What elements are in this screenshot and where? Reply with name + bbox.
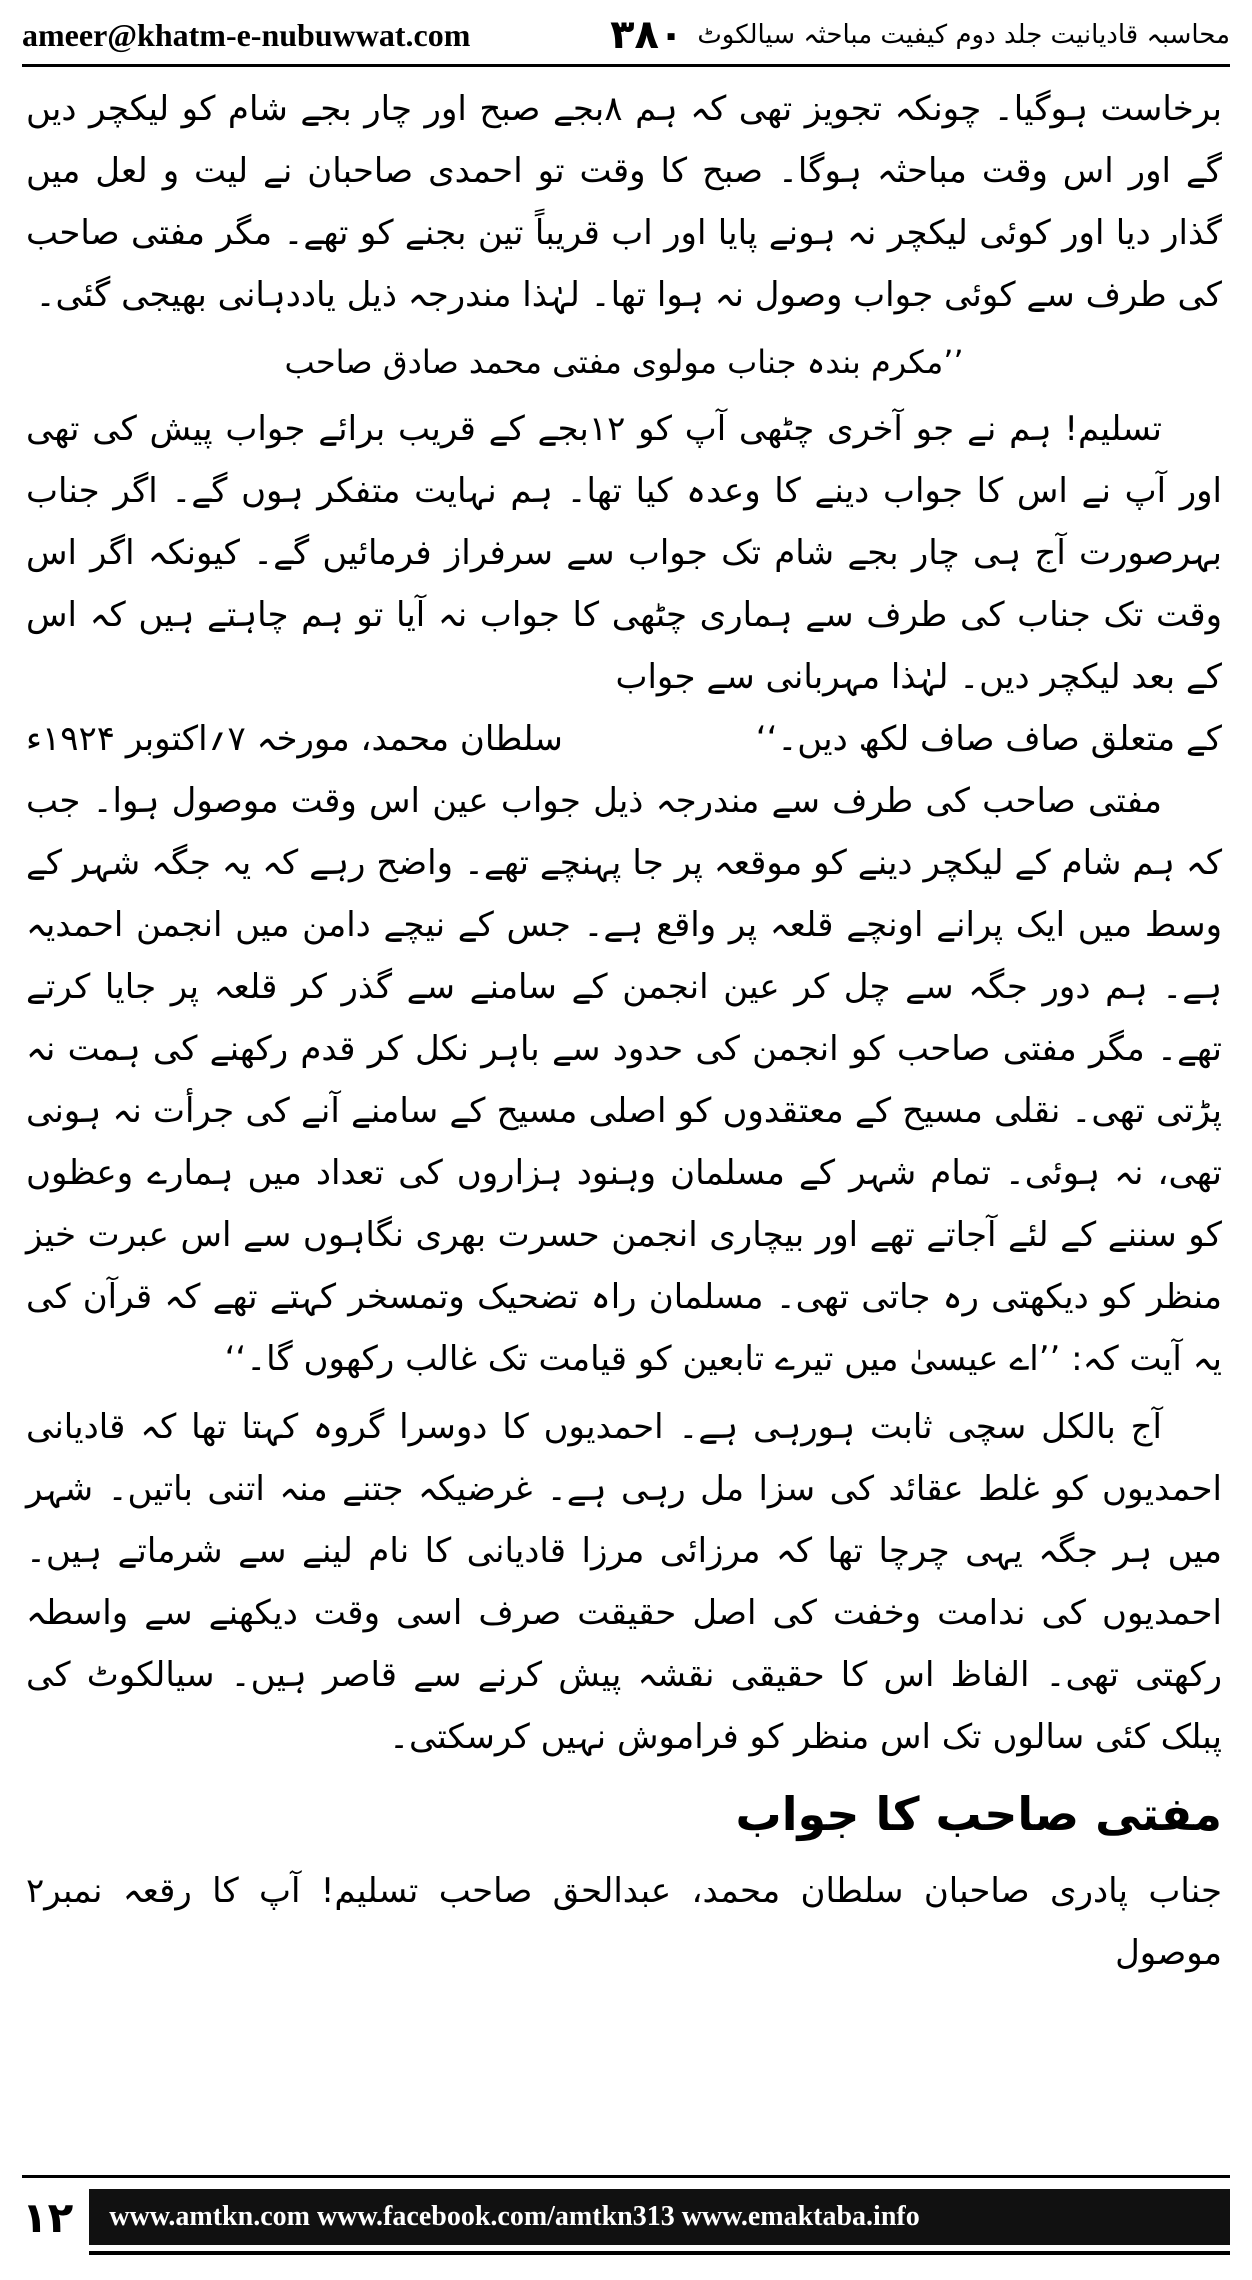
footer-links-bar xyxy=(89,2189,1230,2245)
header-right xyxy=(610,12,1230,58)
paragraph-5: جناب پادری صاحبان سلطان محمد، عبدالحق صاحب تسلیم! آپ کا رقعہ نمبر۲ موصول xyxy=(26,1871,1222,1973)
page-header xyxy=(22,10,1230,60)
paragraph-2: تسلیم! ہم نے جو آخری چٹھی آپ کو ۱۲بجے کے قریب برائے جواب پیش کی تھی اور آپ نے اس کا جواب دینے کا وعدہ کیا تھا۔ ہم نہایت متفکر ہوں گے۔ اگر جناب بہرصورت آج ہی چار بجے شام تک جواب سے سرفراز فرمائیں گے۔ کیونکہ اگر اس وقت تک جناب کی طرف سے ہماری چٹھی کا جواب نہ آیا تو ہم چاہتے ہیں کہ اس کے بعد لیکچر دیں۔ لہٰذا مہربانی سے جواب xyxy=(26,409,1222,697)
paragraph-4: آج بالکل سچی ثابت ہورہی ہے۔ احمدیوں کا دوسرا گروہ کہتا تھا کہ قادیانی احمدیوں کو غلط عقائد کی سزا مل رہی ہے۔ غرضیکہ جتنے منہ اتنی باتیں۔ شہر میں ہر جگہ یہی چرچا تھا کہ مرزائی مرزا قادیانی کا نام لینے سے شرماتے ہیں۔ احمدیوں کی ندامت وخفت کی اصل حقیقت صرف اسی وقت دیکھنے سے واسطہ رکھتی تھی۔ الفاظ اس کا حقیقی نقشہ پیش کرنے سے قاصر ہیں۔ سیالکوٹ کی پبلک کئی سالوں تک اس منظر کو فراموش نہیں کرسکتی۔ xyxy=(26,1407,1222,1757)
letter-signature: سلطان محمد، مورخہ ۷؍اکتوبر ۱۹۲۴ء xyxy=(26,719,563,759)
footer-underline xyxy=(89,2251,1230,2255)
page-footer xyxy=(22,2182,1230,2252)
footer-page-number: ۱۲ xyxy=(22,2192,74,2242)
footer-rule xyxy=(22,2175,1230,2178)
header-email: ameer@khatm-e-nubuwwat.com xyxy=(22,16,471,53)
letter-heading: ’’مکرم بندہ جناب مولوی مفتی محمد صادق صاحب xyxy=(284,343,964,381)
letter-closing-text: کے متعلق صاف صاف لکھ دیں۔‘‘ xyxy=(755,719,1222,759)
page-body xyxy=(26,78,1222,2140)
header-title: محاسبہ قادیانیت جلد دوم کیفیت مباحثہ سیالکوٹ xyxy=(697,20,1230,50)
section-heading: مفتی صاحب کا جواب xyxy=(735,1787,1222,1841)
paragraph-3: مفتی صاحب کی طرف سے مندرجہ ذیل جواب عین اس وقت موصول ہوا۔ جب کہ ہم شام کے لیکچر دینے کو موقعہ پر جا پہنچے تھے۔ واضح رہے کہ یہ جگہ شہر کے وسط میں ایک پرانے اونچے قلعہ پر واقع ہے۔ جس کے نیچے دامن میں انجمن احمدیہ ہے۔ ہم دور جگہ سے چل کر عین انجمن کے سامنے سے گذر کر قلعہ پر جایا کرتے تھے۔ مگر مفتی صاحب کو انجمن کی حدود سے باہر نکل کر قدم رکھنے کی ہمت نہ پڑتی تھی۔ نقلی مسیح کے معتقدوں کو اصلی مسیح کے سامنے آنے کی جرأت نہ ہونی تھی، نہ ہوئی۔ تمام شہر کے مسلمان وہنود ہزاروں کی تعداد میں ہمارے وعظوں کو سننے کے لئے آجاتے تھے اور بیچاری انجمن حسرت بھری نگاہوں سے اس عبرت خیز منظر کو دیکھتی رہ جاتی تھی۔ مسلمان راہ تضحیک وتمسخر کہتے تھے کہ قرآن کی یہ آیت کہ: ’’اے عیسیٰ میں تیرے تابعین کو قیامت تک غالب رکھوں گا۔‘‘ xyxy=(26,781,1222,1379)
letter-closing-line xyxy=(26,708,1222,770)
footer-links[interactable]: www.amtkn.com www.facebook.com/amtkn313 www.emaktaba.info xyxy=(109,2201,920,2232)
header-rule xyxy=(22,64,1230,67)
paragraph-1: برخاست ہوگیا۔ چونکہ تجویز تھی کہ ہم ۸بجے صبح اور چار بجے شام کو لیکچر دیں گے اور اس وقت مباحثہ ہوگا۔ صبح کا وقت تو احمدی صاحبان نے لیت و لعل میں گذار دیا اور کوئی لیکچر نہ ہونے پایا اور اب قریباً تین بجنے کو تھے۔ مگر مفتی صاحب کی طرف سے کوئی جواب وصول نہ ہوا تھا۔ لہٰذا مندرجہ ذیل یاددہانی بھیجی گئی۔ xyxy=(26,89,1222,315)
header-page-number: ۳۸۰ xyxy=(610,12,684,58)
